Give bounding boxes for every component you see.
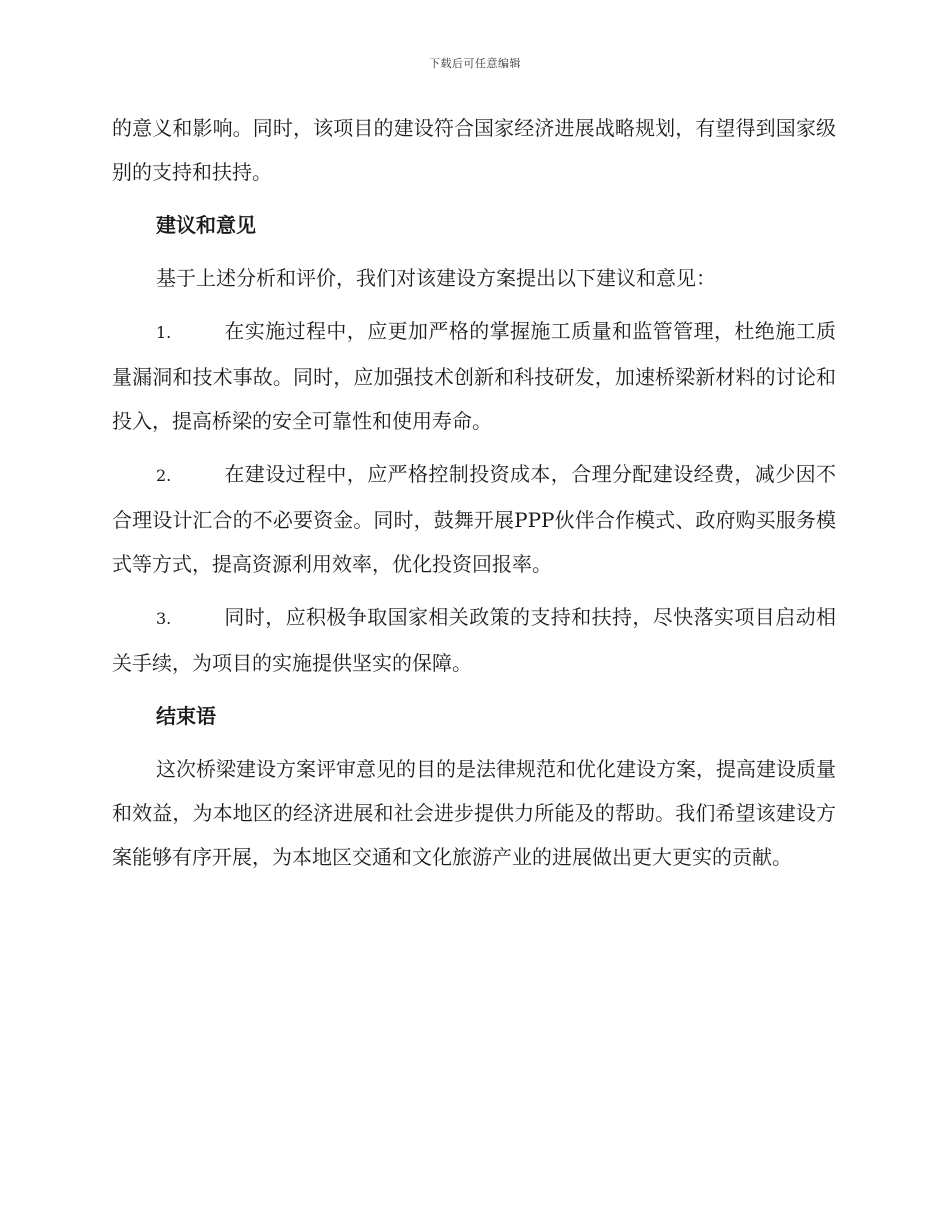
page-header: 下载后可任意编辑 bbox=[429, 57, 521, 70]
list-item bbox=[112, 452, 836, 586]
list-item-number: 1. bbox=[156, 323, 172, 342]
recommendations-lead: 基于上述分析和评价，我们对该建设方案提出以下建议和意见： bbox=[156, 266, 716, 290]
list-item-text: 在实施过程中，应更加严格的掌握施工质量和监管管理，杜绝施工质量漏洞和技术事故。同时，应加强技术创新和科技研发，加速桥梁新材料的讨论和投入，提高桥梁的安全可靠性和使用寿命。 bbox=[112, 319, 836, 433]
intro-paragraph: 的意义和影响。同时，该项目的建设符合国家经济进展战略规划，有望得到国家级别的支持和扶持。 bbox=[112, 116, 836, 184]
document-body bbox=[112, 106, 836, 888]
list-item-number: 2. bbox=[156, 466, 172, 485]
list-item bbox=[112, 595, 836, 685]
conclusion-paragraph: 这次桥梁建设方案评审意见的目的是法律规范和优化建设方案，提高建设质量和效益，为本地区的经济进展和社会进步提供力所能及的帮助。我们希望该建设方案能够有序开展，为本地区交通和文化旅游产业的进展做出更大更实的贡献。 bbox=[112, 757, 836, 869]
section-heading-conclusion: 结束语 bbox=[156, 704, 216, 728]
section-heading-recommendations: 建议和意见 bbox=[156, 213, 256, 237]
list-item-text: 同时，应积极争取国家相关政策的支持和扶持，尽快落实项目启动相关手续，为项目的实施提供坚实的保障。 bbox=[112, 605, 836, 675]
list-item-number: 3. bbox=[156, 609, 172, 628]
list-item-text: 在建设过程中，应严格控制投资成本，合理分配建设经费，减少因不合理设计汇合的不必要资金。同时，鼓舞开展PPP伙伴合作模式、政府购买服务模式等方式，提高资源利用效率，优化投资回报率。 bbox=[112, 462, 836, 576]
list-item bbox=[112, 309, 836, 443]
